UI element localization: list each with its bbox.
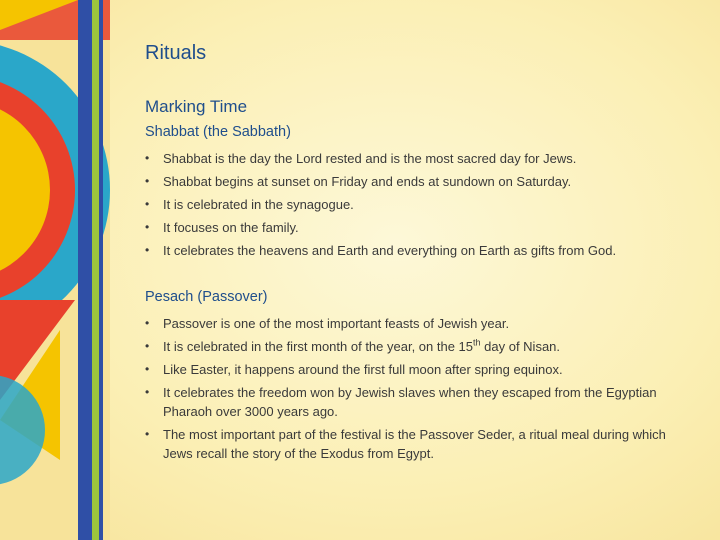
list-item-text: It celebrates the freedom won by Jewish slaves when they escaped from the Egyptian Pharaoh over 3000 years ago.: [163, 385, 657, 419]
list-item-text: Passover is one of the most important feasts of Jewish year.: [163, 316, 510, 331]
list-item-text: Shabbat begins at sunset on Friday and ends at sundown on Saturday.: [163, 174, 572, 189]
list-item: [145, 425, 690, 463]
bullet-icon: •: [145, 197, 150, 211]
list-item: [145, 314, 690, 333]
list-item-text-part: day of Nisan.: [480, 339, 561, 354]
list-item: [145, 195, 690, 214]
list-item-text: The most important part of the festival is the Passover Seder, a ritual meal during which Jews recall the story of the Exodus from Egypt.: [163, 427, 666, 461]
list-item-text: It celebrates the heavens and Earth and everything on Earth as gifts from God.: [163, 243, 617, 258]
list-item-text: [163, 339, 560, 354]
list-item-text: Shabbat is the day the Lord rested and is the most sacred day for Jews.: [163, 151, 577, 166]
list-item: [145, 172, 690, 191]
bullet-icon: •: [145, 339, 150, 353]
bullet-icon: •: [145, 362, 150, 376]
pesach-heading: Pesach (Passover): [145, 289, 268, 305]
bullet-icon: •: [145, 316, 150, 330]
bullet-icon: •: [145, 385, 150, 399]
list-item: [145, 337, 690, 356]
ordinal-suffix: th: [473, 337, 481, 348]
pesach-list: [145, 314, 690, 467]
list-item: [145, 149, 690, 168]
bullet-icon: •: [145, 243, 150, 257]
shabbat-heading: Shabbat (the Sabbath): [145, 124, 291, 140]
slide-title: Rituals: [145, 42, 207, 64]
bullet-icon: •: [145, 151, 150, 165]
bullet-icon: •: [145, 220, 150, 234]
list-item-text: It is celebrated in the synagogue.: [163, 197, 354, 212]
list-item-text: It focuses on the family.: [163, 220, 299, 235]
decorative-side-art: [0, 0, 110, 540]
section-heading: Marking Time: [145, 97, 248, 116]
bullet-icon: •: [145, 174, 150, 188]
list-item: [145, 241, 690, 260]
list-item: [145, 383, 690, 421]
bullet-icon: •: [145, 427, 150, 441]
list-item: [145, 360, 690, 379]
list-item-text-part: It is celebrated in the first month of the year, on the 15: [163, 339, 474, 354]
shabbat-list: [145, 149, 690, 264]
list-item-text: Like Easter, it happens around the first full moon after spring equinox.: [163, 362, 563, 377]
list-item: [145, 218, 690, 237]
